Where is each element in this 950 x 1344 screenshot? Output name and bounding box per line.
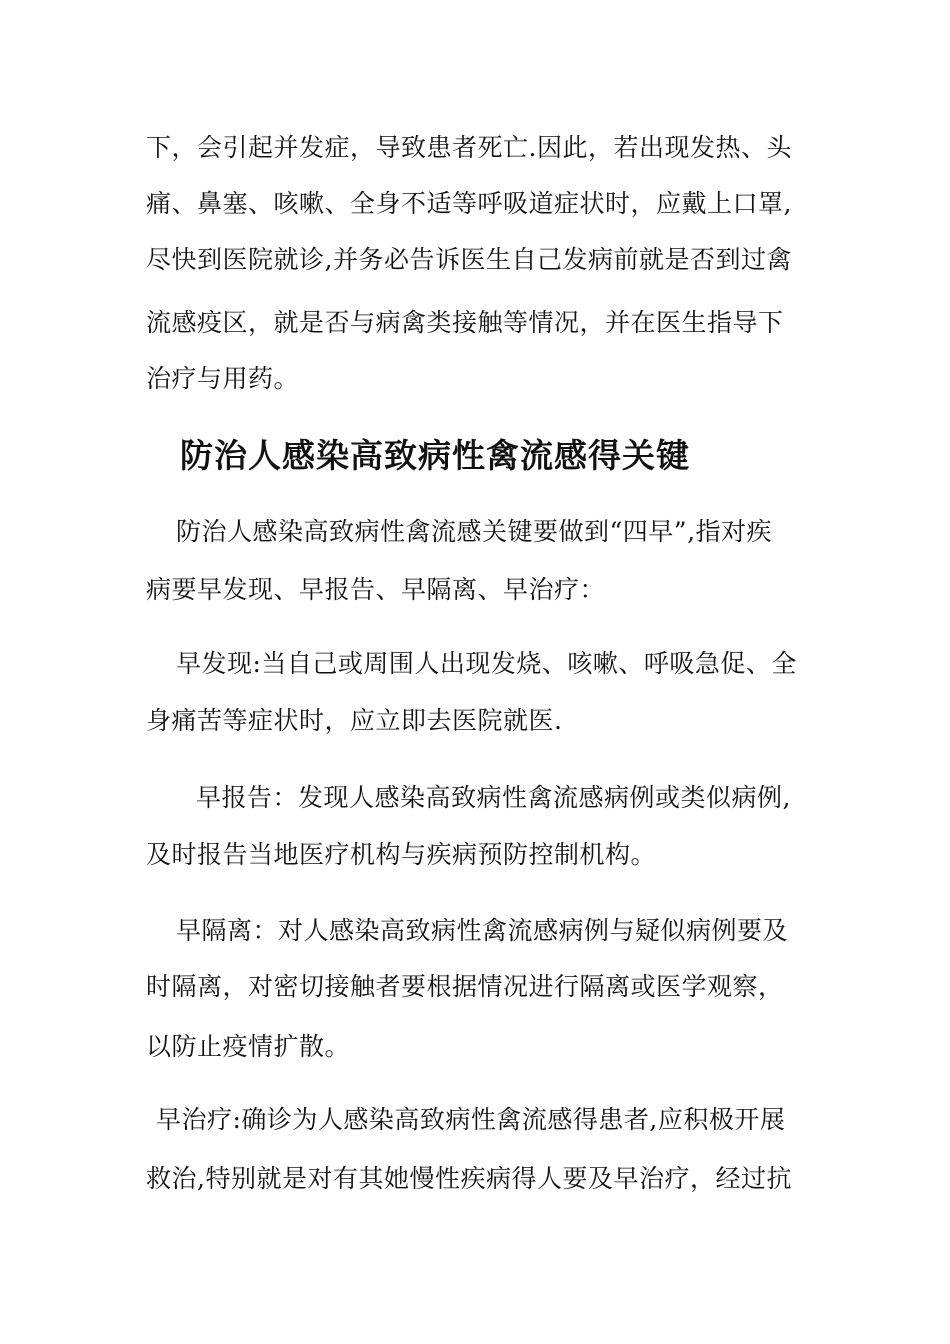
text-line: 早报告：发现人感染高致病性禽流感病例或类似病例, <box>196 783 791 812</box>
text-line: 流感疫区，就是否与病禽类接触等情况，并在医生指导下 <box>146 308 784 337</box>
text-line: 病要早发现、早报告、早隔离、早治疗： <box>146 575 606 604</box>
text-line: 下，会引起并发症，导致患者死亡.因此，若出现发热、头 <box>146 133 792 162</box>
section-heading: 防治人感染高致病性禽流感得关键 <box>180 436 690 475</box>
text-line: 身痛苦等症状时，应立即去医院就医. <box>146 706 563 735</box>
text-line: 尽快到医院就诊,并务必告诉医生自己发病前就是否到过禽 <box>146 245 792 274</box>
text-line: 及时报告当地医疗机构与疾病预防控制机构。 <box>146 840 657 869</box>
text-line: 治疗与用药。 <box>146 364 300 393</box>
text-line: 救治,特别就是对有其她慢性疾病得人要及早治疗，经过抗 <box>146 1164 792 1193</box>
text-line: 防治人感染高致病性禽流感关键要做到“四早”,指对疾 <box>176 517 773 546</box>
text-line: 痛、鼻塞、咳嗽、全身不适等呼吸道症状时，应戴上口罩, <box>146 189 792 218</box>
text-line: 以防止疫情扩散。 <box>146 1032 351 1061</box>
text-line: 早发现:当自己或周围人出现发烧、咳嗽、呼吸急促、全 <box>176 649 797 678</box>
text-line: 早隔离：对人感染高致病性禽流感病例与疑似病例要及 <box>176 916 789 945</box>
text-line: 早治疗:确诊为人感染高致病性禽流感得患者,应积极开展 <box>156 1105 786 1134</box>
text-line: 时隔离，对密切接触者要根据情况进行隔离或医学观察， <box>146 972 784 1001</box>
